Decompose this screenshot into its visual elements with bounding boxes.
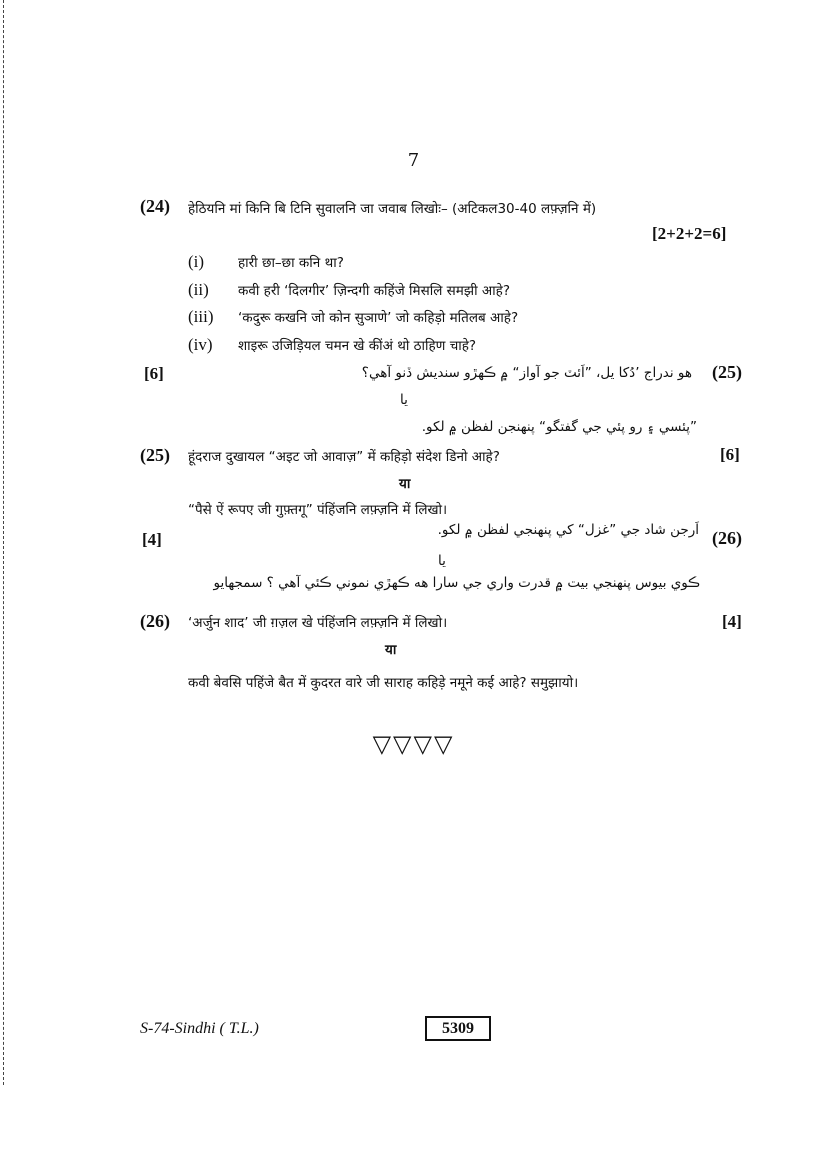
q26-arabic-alt: ڪوي بيوس پنهنجي بيت ۾ قدرت واري جي سارا هه ڪهڙي نموني ڪئي آهي ؟ سمجهايو: [213, 575, 700, 591]
page-number: 7: [407, 150, 420, 171]
q25-arabic-marks: [6]: [144, 364, 164, 383]
q24-item-num: (i): [188, 252, 205, 271]
end-of-paper-triangles: ▽▽▽▽: [372, 730, 455, 758]
paper-code: S-74-Sindhi ( T.L.): [140, 1020, 259, 1037]
q24-number: (24): [140, 196, 170, 216]
q25-arabic-text: هو ندراج ’دُکا يل، ”اَئٽ جو آواز“ ۾ ڪهڙو سنديش ڏنو آهي؟: [361, 365, 692, 381]
q24-item-text: हारी छा–छा कनि था?: [238, 255, 344, 271]
q26-arabic-or: يا: [438, 553, 446, 569]
q26-arabic-text: اَرجن شاد جي ”غزل“ کي پنهنجي لفظن ۾ لکو.: [437, 522, 699, 538]
q25-arabic-alt: ”پئسي ۽ رو پئي جي گفتگو“ پنهنجن لفظن ۾ لکو.: [421, 419, 697, 435]
q25-text: हूंदराज दुखायल “अइट जो आवाज़” में कहिड़ो संदेश डिनो आहे?: [188, 449, 500, 465]
q25-marks: [6]: [720, 445, 740, 464]
q26-arabic-number: (26): [712, 528, 742, 548]
q25-arabic-number: (25): [712, 362, 742, 382]
q24-instruction: हेठियनि मां किनि बि टिनि सुवालनि जा जवाब लिखोः– (अटिकल30-40 लफ़्ज़नि में): [188, 201, 597, 217]
q24-item-text: ‘कदुरू कखनि जो कोन सुञाणे’ जो कहिड़ो मतिलब आहे?: [238, 310, 519, 326]
q26-text: ‘अर्जुन शाद’ जी ग़ज़ल खे पंहिंजनि लफ़्ज़नि में लिखो।: [188, 615, 448, 631]
q26-arabic-marks: [4]: [142, 530, 162, 549]
q24-item-num: (ii): [188, 280, 209, 299]
q24-item-num: (iii): [188, 307, 214, 326]
q24-item-text: शाइरू उजिड़ियल चमन खे कींअं थो ठाहिण चाहे?: [238, 338, 477, 354]
q26-number: (26): [140, 611, 170, 631]
q25-or: या: [399, 476, 411, 492]
q25-alt: “पैसे ऐं रूपए जी गुफ़्तगू” पंहिंजनि लफ़्ज़नि में लिखो।: [188, 502, 448, 518]
q24-item-text: कवी हरी ‘दिलगीर’ ज़िन्दगी कहिंजे मिसलि समझी आहे?: [238, 283, 510, 299]
q26-or: या: [385, 642, 397, 658]
q24-marks: [2+2+2=6]: [652, 224, 727, 243]
q26-alt: कवी बेवसि पहिंजे बैत में कुदरत वारे जी साराह कहिड़े नमूने कई आहे? समुझायो।: [188, 675, 579, 691]
serial-number-box: 5309: [425, 1016, 491, 1041]
q25-arabic-or: يا: [400, 392, 408, 408]
q25-number: (25): [140, 445, 170, 465]
q26-marks: [4]: [722, 612, 742, 631]
q24-item-num: (iv): [188, 335, 213, 354]
